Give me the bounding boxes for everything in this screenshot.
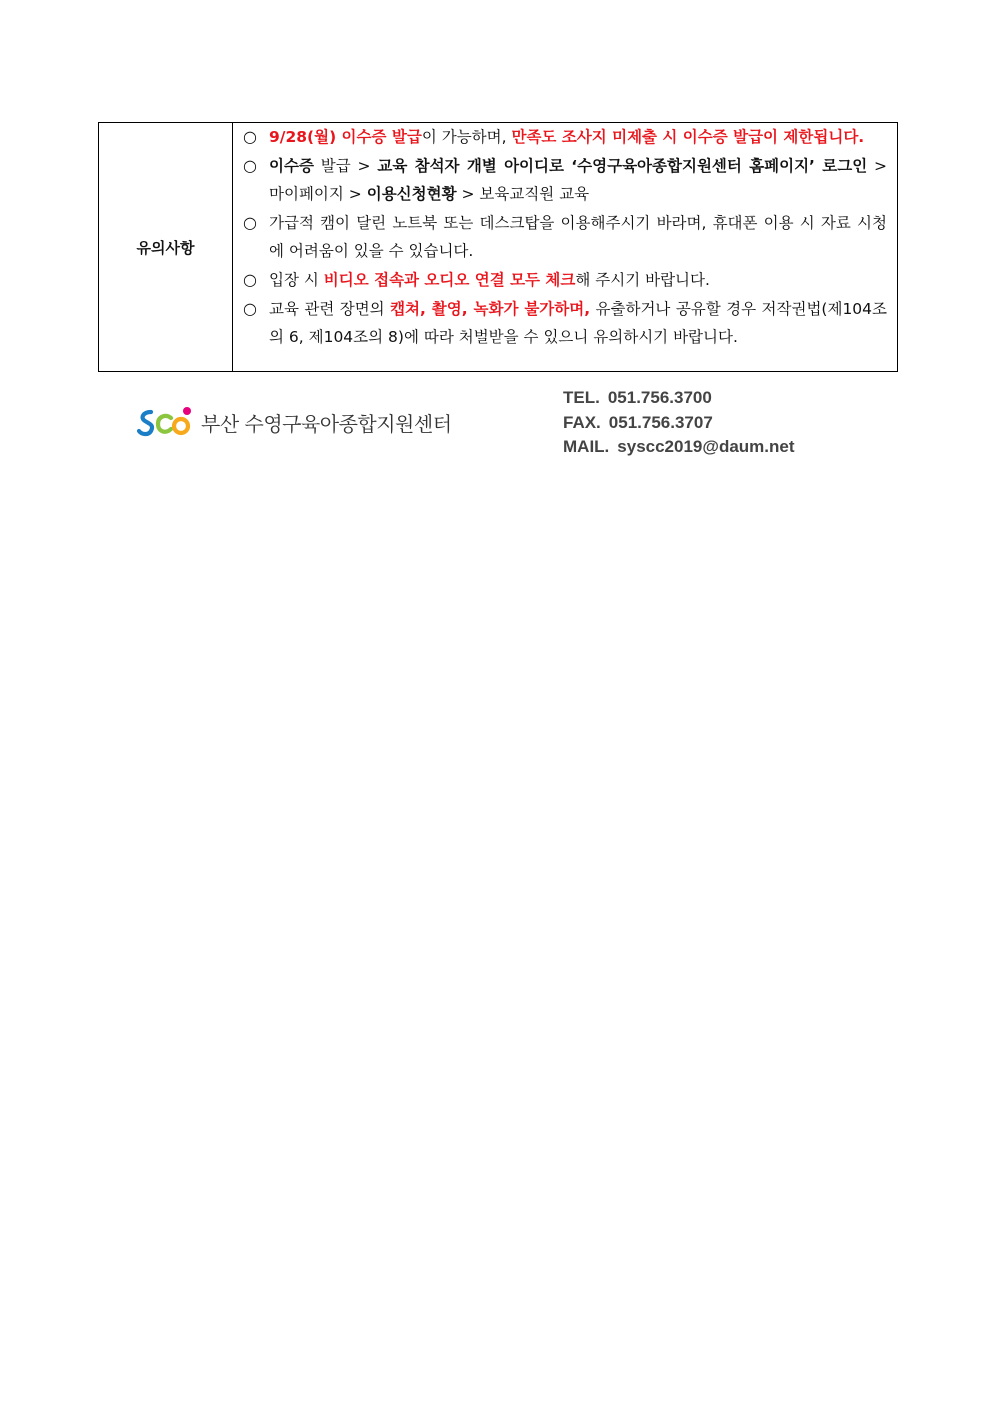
notice-text: 이수증	[269, 156, 314, 175]
contact-mail-value[interactable]: syscc2019@daum.net	[617, 437, 795, 456]
notice-text: > 보육교직원 교육	[456, 185, 590, 204]
circle-bullet-icon: ○	[243, 127, 257, 146]
circle-bullet-icon: ○	[243, 298, 257, 318]
contact-fax-label: FAX.	[563, 412, 601, 432]
notice-text: 교육 참석자 개별 아이디로 ‘수영구육아종합지원센터 홈페이지’ 로그인	[377, 156, 868, 175]
center-name: 부산 수영구육아종합지원센터	[201, 411, 452, 436]
notice-text: 이 가능하며,	[421, 128, 512, 146]
notice-text: 발급 >	[313, 156, 378, 175]
contact-tel	[563, 386, 795, 411]
notice-text: 캡쳐, 촬영, 녹화가 불가하며,	[390, 299, 591, 318]
notice-item	[243, 123, 887, 152]
notice-text: 입장 시	[269, 270, 324, 289]
contact-mail-label: MAIL.	[563, 437, 610, 456]
contact-tel-value: 051.756.3700	[607, 388, 712, 407]
contact-tel-label: TEL.	[563, 388, 600, 407]
notice-text: 해 주시기 바랍니다.	[575, 270, 710, 289]
notice-text: 유출하거나 공유할 경우 저작권법(제104조의 6, 제104조의 8)에 따라 처벌받을 수 있으니 유의하시기 바랍니다.	[269, 299, 888, 347]
notice-text: 9/28(월) 이수증 발급	[269, 128, 422, 146]
contact-fax-value: 051.756.3707	[608, 412, 713, 432]
center-logo-icon	[137, 404, 195, 440]
contact-fax	[563, 411, 795, 436]
notice-text: 만족도 조사지 미제출 시 이수증 발급이 제한됩니다.	[511, 128, 865, 146]
notice-content	[233, 123, 897, 371]
center-logo	[137, 404, 452, 440]
circle-bullet-icon: ○	[243, 155, 257, 175]
circle-bullet-icon: ○	[243, 212, 257, 232]
notice-text: 비디오 접속과 오디오 연결 모두 체크	[323, 270, 576, 289]
notice-item	[243, 295, 887, 352]
notice-item	[243, 266, 887, 295]
notice-text: > 마이페이지 >	[269, 156, 887, 204]
contact-info	[563, 386, 795, 460]
circle-bullet-icon: ○	[243, 269, 257, 289]
notice-label: 유의사항	[99, 123, 233, 371]
notice-text: 교육 관련 장면의	[269, 299, 391, 318]
contact-mail	[563, 435, 795, 460]
notice-text: 가급적 캠이 달린 노트북 또는 데스크탑을 이용해주시기 바라며, 휴대폰 이용 시 자료 시청에 어려움이 있을 수 있습니다.	[269, 213, 887, 261]
notice-item	[243, 209, 887, 266]
notice-item	[243, 152, 887, 209]
notice-text: 이용신청현황	[366, 185, 457, 204]
notice-table	[98, 122, 898, 372]
